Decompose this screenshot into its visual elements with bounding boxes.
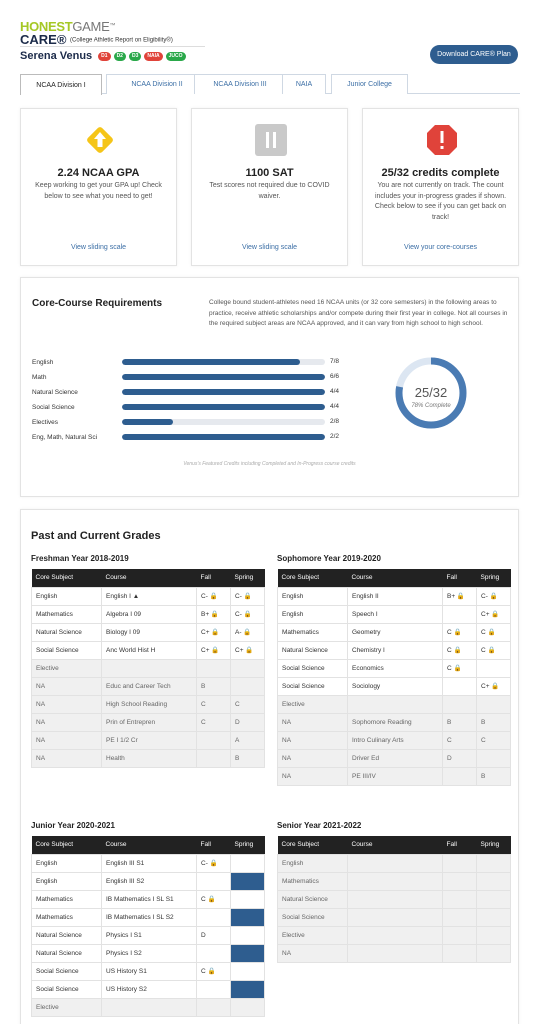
table-row xyxy=(32,659,265,677)
table-row xyxy=(32,749,265,767)
table-row xyxy=(278,926,511,944)
table-row xyxy=(32,944,265,962)
year-title: Senior Year 2021-2022 xyxy=(277,821,362,830)
cell-fall xyxy=(443,890,477,908)
requirement-bar xyxy=(122,389,325,395)
table-row xyxy=(32,605,265,623)
cell-subject: NA xyxy=(278,767,348,785)
cell-fall xyxy=(443,767,477,785)
cell-course xyxy=(348,695,443,713)
student-header xyxy=(20,50,186,62)
cell-subject: Natural Science xyxy=(32,623,102,641)
cell-course: Intro Culinary Arts xyxy=(348,731,443,749)
requirement-bar-fill xyxy=(122,389,325,395)
year-freshman xyxy=(31,554,265,768)
column-header: Spring xyxy=(231,836,265,854)
cell-subject: NA xyxy=(278,731,348,749)
requirement-row xyxy=(32,358,342,370)
cell-subject: Social Science xyxy=(278,908,348,926)
brand-logo xyxy=(20,20,173,48)
table-row xyxy=(278,713,511,731)
requirement-bar xyxy=(122,374,325,380)
requirement-bar-fill xyxy=(122,374,325,380)
division-badge-d3: D3 xyxy=(129,52,141,61)
cell-fall xyxy=(443,677,477,695)
cell-course xyxy=(102,659,197,677)
column-header: Spring xyxy=(477,836,511,854)
division-badge-naia: NAIA xyxy=(144,52,162,61)
cell-course: Sophomore Reading xyxy=(348,713,443,731)
requirement-bar-fill xyxy=(122,359,300,365)
gpa-value: 2.24 NCAA GPA xyxy=(57,167,140,179)
table-row xyxy=(278,659,511,677)
header-divider xyxy=(20,46,205,47)
cell-fall xyxy=(197,872,231,890)
requirement-value: 6/6 xyxy=(330,373,340,380)
cell-subject: Social Science xyxy=(278,659,348,677)
cell-subject: English xyxy=(32,872,102,890)
table-row xyxy=(278,908,511,926)
table-row xyxy=(278,587,511,605)
cell-course: Speech I xyxy=(348,605,443,623)
cell-subject: NA xyxy=(32,713,102,731)
cell-fall xyxy=(443,926,477,944)
requirement-row xyxy=(32,433,342,453)
cell-fall xyxy=(443,854,477,872)
cell-fall xyxy=(197,998,231,1016)
core-course-description: College bound student-athletes need 16 NCAA units (or 32 core semesters) in the following areas to practice, receive athletic scholarships and/or compete during their first year in college. Not all courses in the required subject areas are NCAA approved, and it can vary from high school to high school. xyxy=(209,299,508,327)
cell-course: IB Mathematics I SL S2 xyxy=(102,908,197,926)
cell-subject: English xyxy=(278,605,348,623)
cell-spring xyxy=(477,908,511,926)
year-title: Junior Year 2020-2021 xyxy=(31,821,115,830)
cell-fall xyxy=(197,749,231,767)
cell-course: Prin of Entrepren xyxy=(102,713,197,731)
table-row xyxy=(278,641,511,659)
cell-spring: B xyxy=(477,713,511,731)
tab-ncaa-d3[interactable]: NCAA Division III xyxy=(194,74,286,94)
cell-subject: Mathematics xyxy=(32,908,102,926)
cell-spring xyxy=(477,659,511,677)
requirement-value: 4/4 xyxy=(330,388,340,395)
cell-spring xyxy=(477,890,511,908)
division-badge-d2: D2 xyxy=(114,52,126,61)
cell-spring xyxy=(231,854,265,872)
cell-fall xyxy=(443,872,477,890)
cell-spring: D xyxy=(231,713,265,731)
cell-fall: B+ 🔒 xyxy=(197,605,231,623)
requirement-value: 7/8 xyxy=(330,358,340,365)
division-badge-juco: JUCO xyxy=(166,52,186,61)
requirement-bar xyxy=(122,419,325,425)
grades-table xyxy=(31,836,265,1017)
cell-course: IB Mathematics I SL S1 xyxy=(102,890,197,908)
cell-fall: C xyxy=(197,695,231,713)
cell-spring xyxy=(231,962,265,980)
cell-spring xyxy=(477,944,511,962)
cell-spring: C+ 🔒 xyxy=(231,641,265,659)
table-row xyxy=(32,677,265,695)
cell-course: Physics I S2 xyxy=(102,944,197,962)
cell-spring: A- 🔒 xyxy=(231,623,265,641)
column-header: Course xyxy=(348,569,443,587)
cell-fall xyxy=(197,944,231,962)
pause-icon xyxy=(254,123,288,157)
grades-table xyxy=(277,569,511,786)
column-header: Fall xyxy=(197,569,231,587)
year-sophomore xyxy=(277,554,511,786)
cell-fall: C- 🔒 xyxy=(197,854,231,872)
cell-course xyxy=(348,872,443,890)
cell-fall: C 🔒 xyxy=(443,623,477,641)
donut-percent: 78% Complete xyxy=(411,403,451,409)
requirement-label: Eng, Math, Natural Sci xyxy=(32,434,98,441)
table-row xyxy=(278,731,511,749)
requirement-label: Math xyxy=(32,374,47,381)
column-header: Fall xyxy=(443,569,477,587)
cell-subject: NA xyxy=(278,749,348,767)
cell-subject: Elective xyxy=(32,659,102,677)
table-row xyxy=(32,872,265,890)
cell-spring: B xyxy=(477,767,511,785)
table-row xyxy=(32,623,265,641)
cell-spring: C- 🔒 xyxy=(477,587,511,605)
cell-spring xyxy=(231,677,265,695)
cell-course: Geometry xyxy=(348,623,443,641)
table-row xyxy=(278,767,511,785)
column-header: Core Subject xyxy=(278,569,348,587)
cell-subject: NA xyxy=(32,731,102,749)
cell-subject: Natural Science xyxy=(32,926,102,944)
cell-subject: NA xyxy=(32,749,102,767)
cell-course: PE III/IV xyxy=(348,767,443,785)
cell-course: English II xyxy=(348,587,443,605)
cell-spring xyxy=(231,998,265,1016)
cell-subject: Natural Science xyxy=(278,890,348,908)
cell-fall xyxy=(197,980,231,998)
table-row xyxy=(278,695,511,713)
column-header: Course xyxy=(102,836,197,854)
table-row xyxy=(278,623,511,641)
cell-fall: C 🔒 xyxy=(197,890,231,908)
cell-course xyxy=(348,944,443,962)
table-header-row xyxy=(278,569,511,587)
gpa-sliding-scale-link[interactable]: View sliding scale xyxy=(70,244,127,251)
cell-course: Educ and Career Tech xyxy=(102,677,197,695)
cell-subject: Natural Science xyxy=(278,641,348,659)
cell-subject: Natural Science xyxy=(32,944,102,962)
cell-spring: C xyxy=(477,731,511,749)
cell-course: English III S2 xyxy=(102,872,197,890)
core-courses-link[interactable]: View your core-courses xyxy=(403,244,477,251)
cell-spring xyxy=(477,926,511,944)
cell-subject: Elective xyxy=(278,695,348,713)
cell-course xyxy=(348,908,443,926)
year-title: Sophomore Year 2019-2020 xyxy=(277,554,381,563)
cell-spring: C- 🔒 xyxy=(231,587,265,605)
cell-fall: B xyxy=(197,677,231,695)
cell-fall: C xyxy=(443,731,477,749)
cell-fall: C 🔒 xyxy=(443,641,477,659)
table-row xyxy=(278,944,511,962)
requirement-row xyxy=(32,403,342,415)
cell-course xyxy=(348,926,443,944)
cell-spring xyxy=(231,872,265,890)
cell-spring: C+ 🔒 xyxy=(477,677,511,695)
student-name: Serena Venus xyxy=(20,50,93,62)
cell-subject: Social Science xyxy=(278,677,348,695)
cell-spring: C- 🔒 xyxy=(231,605,265,623)
table-row xyxy=(32,713,265,731)
cell-course: English III S1 xyxy=(102,854,197,872)
cell-course: Economics xyxy=(348,659,443,677)
credits-description: You are not currently on track. The count includes your in-progress grades if shown. Check below to see if you can get back on track! xyxy=(374,182,507,221)
core-course-title: Core-Course Requirements xyxy=(32,298,163,309)
requirement-bar-fill xyxy=(122,434,325,440)
table-row xyxy=(32,980,265,998)
table-row xyxy=(32,587,265,605)
cell-course: Health xyxy=(102,749,197,767)
cell-subject: Mathematics xyxy=(32,605,102,623)
table-row xyxy=(278,872,511,890)
year-senior xyxy=(277,821,511,963)
cell-fall xyxy=(197,731,231,749)
grades-table xyxy=(31,569,265,768)
cell-course: Sociology xyxy=(348,677,443,695)
grades-card xyxy=(20,509,519,1024)
requirement-label: Natural Science xyxy=(32,389,78,396)
requirement-row xyxy=(32,418,342,430)
cell-fall: C+ 🔒 xyxy=(197,623,231,641)
gpa-description: Keep working to get your GPA up! Check below to see what you need to get! xyxy=(35,182,162,200)
tab-ncaa-d2[interactable]: NCAA Division II xyxy=(106,74,208,94)
year-title: Freshman Year 2018-2019 xyxy=(31,554,129,563)
column-header: Fall xyxy=(443,836,477,854)
column-header: Core Subject xyxy=(278,836,348,854)
column-header: Core Subject xyxy=(32,836,102,854)
cell-course: English I ▲ xyxy=(102,587,197,605)
cell-fall xyxy=(443,695,477,713)
cell-fall: C 🔒 xyxy=(443,659,477,677)
cell-course: Anc World Hist H xyxy=(102,641,197,659)
core-course-card xyxy=(20,277,519,497)
cell-spring: A xyxy=(231,731,265,749)
year-junior xyxy=(31,821,265,1017)
table-row xyxy=(278,890,511,908)
cell-subject: Mathematics xyxy=(278,872,348,890)
requirement-value: 2/8 xyxy=(330,418,340,425)
requirement-row xyxy=(32,388,342,400)
cell-course: US History S2 xyxy=(102,980,197,998)
table-row xyxy=(278,854,511,872)
cell-subject: NA xyxy=(32,677,102,695)
requirement-value: 4/4 xyxy=(330,403,340,410)
cell-course: Physics I S1 xyxy=(102,926,197,944)
table-row xyxy=(32,641,265,659)
sat-card xyxy=(191,108,348,266)
division-tabs xyxy=(20,74,520,94)
cell-subject: Mathematics xyxy=(32,890,102,908)
table-header-row xyxy=(32,569,265,587)
cell-fall xyxy=(443,944,477,962)
column-header: Fall xyxy=(197,836,231,854)
cell-course: PE I 1/2 Cr xyxy=(102,731,197,749)
table-row xyxy=(32,890,265,908)
cell-subject: Elective xyxy=(32,998,102,1016)
requirement-label: English xyxy=(32,359,54,366)
core-course-footnote: Venus's Featured Credits including Completed and In-Progress course credits xyxy=(183,461,356,467)
tab-junior-college[interactable]: Junior College xyxy=(331,74,408,94)
cell-fall: C xyxy=(197,713,231,731)
sat-value: 1100 SAT xyxy=(245,167,294,179)
cell-fall: D xyxy=(197,926,231,944)
cell-subject: Social Science xyxy=(32,980,102,998)
column-header: Spring xyxy=(231,569,265,587)
column-header: Course xyxy=(348,836,443,854)
cell-subject: English xyxy=(278,854,348,872)
cell-subject: Social Science xyxy=(32,641,102,659)
cell-course xyxy=(348,890,443,908)
cell-course: Chemistry I xyxy=(348,641,443,659)
cell-spring: C+ 🔒 xyxy=(477,605,511,623)
cell-spring: C 🔒 xyxy=(477,623,511,641)
requirement-label: Social Science xyxy=(32,404,75,411)
table-row xyxy=(32,926,265,944)
division-badge-d1: D1 xyxy=(98,52,110,61)
tab-naia[interactable]: NAIA xyxy=(282,74,326,94)
cell-subject: NA xyxy=(278,944,348,962)
grades-title: Past and Current Grades xyxy=(31,530,161,542)
column-header: Spring xyxy=(477,569,511,587)
cell-spring xyxy=(231,926,265,944)
cell-course: Driver Ed xyxy=(348,749,443,767)
cell-fall: C 🔒 xyxy=(197,962,231,980)
cell-course: US History S1 xyxy=(102,962,197,980)
brand-care: CARE® (College Athletic Report on Eligibility®) xyxy=(20,32,173,47)
sat-description: Test scores not required due to COVID waiver. xyxy=(209,182,330,200)
cell-course xyxy=(102,998,197,1016)
cell-fall xyxy=(443,908,477,926)
requirement-bar xyxy=(122,434,325,440)
cell-subject: Mathematics xyxy=(278,623,348,641)
cell-subject: Elective xyxy=(278,926,348,944)
cell-spring xyxy=(477,854,511,872)
table-row xyxy=(32,998,265,1016)
donut-fraction: 25/32 xyxy=(414,385,448,400)
cell-fall xyxy=(443,605,477,623)
table-row xyxy=(278,749,511,767)
cell-subject: English xyxy=(278,587,348,605)
requirement-label: Electives xyxy=(32,419,59,426)
cell-spring: B xyxy=(231,749,265,767)
gpa-card xyxy=(20,108,177,266)
cell-fall: C+ 🔒 xyxy=(197,641,231,659)
requirement-bar-fill xyxy=(122,404,325,410)
table-row xyxy=(32,695,265,713)
table-row xyxy=(278,605,511,623)
cell-spring xyxy=(477,695,511,713)
cell-spring: C xyxy=(231,695,265,713)
cell-spring xyxy=(231,890,265,908)
cell-subject: English xyxy=(32,587,102,605)
cell-subject: English xyxy=(32,854,102,872)
table-row xyxy=(32,731,265,749)
cell-fall: B+ 🔒 xyxy=(443,587,477,605)
cell-spring xyxy=(231,944,265,962)
cell-course: Algebra I 09 xyxy=(102,605,197,623)
cell-spring: C 🔒 xyxy=(477,641,511,659)
cell-course: High School Reading xyxy=(102,695,197,713)
cell-spring xyxy=(231,908,265,926)
table-row xyxy=(32,962,265,980)
cell-subject: Social Science xyxy=(32,962,102,980)
cell-fall: C- 🔒 xyxy=(197,587,231,605)
table-header-row xyxy=(278,836,511,854)
requirement-bar xyxy=(122,359,325,365)
column-header: Course xyxy=(102,569,197,587)
table-row xyxy=(32,854,265,872)
cell-spring xyxy=(477,749,511,767)
cell-fall xyxy=(197,908,231,926)
download-plan-button[interactable]: Download CARE® Plan xyxy=(430,45,518,64)
cell-subject: NA xyxy=(32,695,102,713)
exclamation-icon xyxy=(425,123,459,157)
credits-value: 25/32 credits complete xyxy=(381,167,500,179)
cell-subject: NA xyxy=(278,713,348,731)
cell-fall xyxy=(197,659,231,677)
column-header: Core Subject xyxy=(32,569,102,587)
cell-course xyxy=(348,854,443,872)
requirement-row xyxy=(32,373,342,385)
cell-spring xyxy=(231,980,265,998)
cell-spring xyxy=(477,872,511,890)
brand-wordmark: HONESTGAME™ xyxy=(20,19,116,34)
arrow-up-icon xyxy=(83,123,117,157)
requirement-bar xyxy=(122,404,325,410)
credits-card xyxy=(362,108,519,266)
requirement-value: 2/2 xyxy=(330,433,340,440)
cell-course: Biology I 09 xyxy=(102,623,197,641)
cell-fall: B xyxy=(443,713,477,731)
grades-table xyxy=(277,836,511,963)
table-row xyxy=(278,677,511,695)
tab-ncaa-d1[interactable]: NCAA Division I xyxy=(20,74,102,95)
table-row xyxy=(32,908,265,926)
sat-sliding-scale-link[interactable]: View sliding scale xyxy=(241,244,298,251)
cell-spring xyxy=(231,659,265,677)
requirement-bar-fill xyxy=(122,419,173,425)
cell-fall: D xyxy=(443,749,477,767)
table-header-row xyxy=(32,836,265,854)
